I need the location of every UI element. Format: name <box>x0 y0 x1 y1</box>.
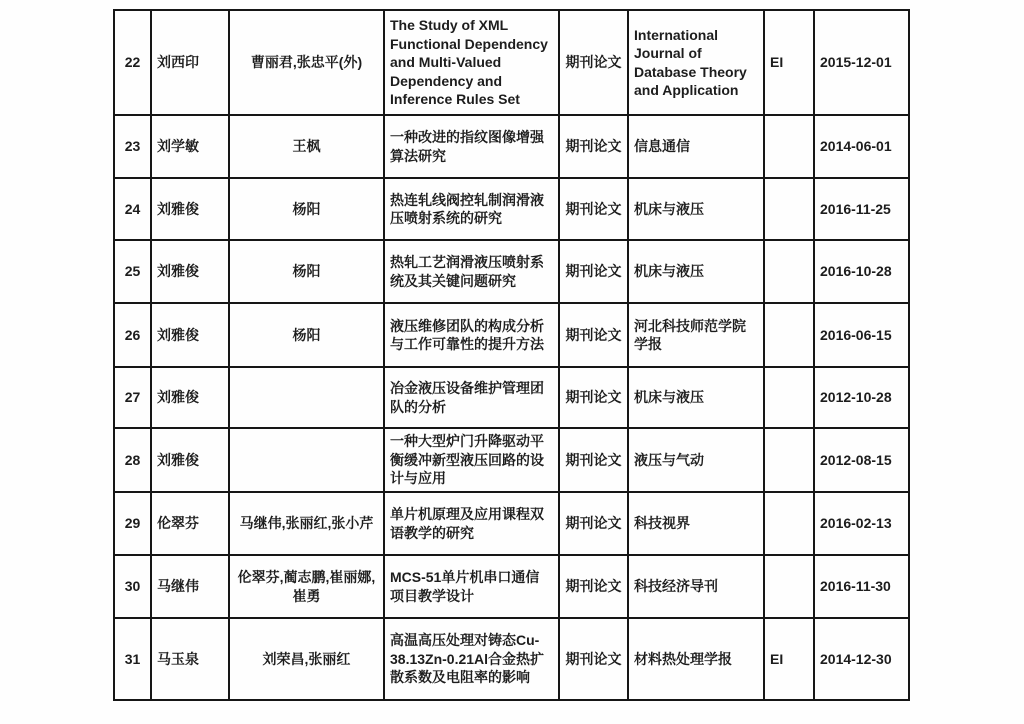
cell-no: 22 <box>114 10 151 115</box>
cell-date: 2016-06-15 <box>814 303 909 367</box>
cell-no: 31 <box>114 618 151 700</box>
cell-date: 2012-10-28 <box>814 367 909 428</box>
cell-author: 伦翠芬 <box>151 492 229 555</box>
cell-date: 2014-06-01 <box>814 115 909 178</box>
cell-coauthors: 杨阳 <box>229 303 384 367</box>
cell-journal: 科技经济导刊 <box>628 555 764 618</box>
table-row <box>114 178 909 240</box>
cell-author: 马玉泉 <box>151 618 229 700</box>
cell-type: 期刊论文 <box>559 240 628 303</box>
cell-title: 冶金液压设备维护管理团队的分析 <box>384 367 559 428</box>
cell-journal: 材料热处理学报 <box>628 618 764 700</box>
cell-ei <box>764 115 814 178</box>
cell-no: 26 <box>114 303 151 367</box>
publications-table <box>113 9 910 701</box>
cell-date: 2014-12-30 <box>814 618 909 700</box>
cell-author: 刘雅俊 <box>151 428 229 492</box>
cell-journal: 河北科技师范学院学报 <box>628 303 764 367</box>
cell-type: 期刊论文 <box>559 492 628 555</box>
cell-date: 2015-12-01 <box>814 10 909 115</box>
cell-ei <box>764 555 814 618</box>
cell-author: 刘雅俊 <box>151 303 229 367</box>
cell-coauthors: 马继伟,张丽红,张小芹 <box>229 492 384 555</box>
cell-author: 马继伟 <box>151 555 229 618</box>
cell-type: 期刊论文 <box>559 10 628 115</box>
cell-type: 期刊论文 <box>559 115 628 178</box>
cell-title: 单片机原理及应用课程双语教学的研究 <box>384 492 559 555</box>
cell-coauthors: 刘荣昌,张丽红 <box>229 618 384 700</box>
cell-no: 23 <box>114 115 151 178</box>
cell-ei: EI <box>764 618 814 700</box>
cell-coauthors: 杨阳 <box>229 178 384 240</box>
cell-coauthors: 杨阳 <box>229 240 384 303</box>
cell-ei <box>764 240 814 303</box>
cell-type: 期刊论文 <box>559 555 628 618</box>
cell-ei: EI <box>764 10 814 115</box>
cell-journal: 机床与液压 <box>628 367 764 428</box>
cell-date: 2016-11-30 <box>814 555 909 618</box>
cell-ei <box>764 178 814 240</box>
cell-journal: 机床与液压 <box>628 240 764 303</box>
cell-ei <box>764 367 814 428</box>
publications-table-body <box>114 10 909 700</box>
cell-no: 29 <box>114 492 151 555</box>
cell-no: 27 <box>114 367 151 428</box>
cell-author: 刘雅俊 <box>151 178 229 240</box>
cell-type: 期刊论文 <box>559 618 628 700</box>
table-row <box>114 10 909 115</box>
cell-date: 2016-10-28 <box>814 240 909 303</box>
cell-title: 热连轧线阀控轧制润滑液压喷射系统的研究 <box>384 178 559 240</box>
cell-coauthors: 王枫 <box>229 115 384 178</box>
cell-journal: 科技视界 <box>628 492 764 555</box>
cell-date: 2016-11-25 <box>814 178 909 240</box>
cell-author: 刘雅俊 <box>151 367 229 428</box>
cell-author: 刘西印 <box>151 10 229 115</box>
table-row <box>114 240 909 303</box>
cell-type: 期刊论文 <box>559 303 628 367</box>
cell-type: 期刊论文 <box>559 428 628 492</box>
cell-title: 热轧工艺润滑液压喷射系统及其关键问题研究 <box>384 240 559 303</box>
cell-no: 28 <box>114 428 151 492</box>
cell-title: The Study of XML Functional Dependency and Multi-Valued Dependency and Inference Rules Set <box>384 10 559 115</box>
cell-no: 24 <box>114 178 151 240</box>
cell-title: 液压维修团队的构成分析与工作可靠性的提升方法 <box>384 303 559 367</box>
table-row <box>114 115 909 178</box>
cell-journal: 信息通信 <box>628 115 764 178</box>
cell-journal: International Journal of Database Theory and Application <box>628 10 764 115</box>
table-row <box>114 367 909 428</box>
cell-coauthors <box>229 367 384 428</box>
cell-no: 25 <box>114 240 151 303</box>
cell-title: 高温高压处理对铸态Cu-38.13Zn-0.21Al合金热扩散系数及电阻率的影响 <box>384 618 559 700</box>
cell-ei <box>764 428 814 492</box>
cell-coauthors: 曹丽君,张忠平(外) <box>229 10 384 115</box>
table-row <box>114 555 909 618</box>
cell-title: 一种大型炉门升降驱动平衡缓冲新型液压回路的设计与应用 <box>384 428 559 492</box>
cell-coauthors <box>229 428 384 492</box>
cell-ei <box>764 303 814 367</box>
cell-date: 2012-08-15 <box>814 428 909 492</box>
cell-author: 刘学敏 <box>151 115 229 178</box>
cell-title: 一种改进的指纹图像增强算法研究 <box>384 115 559 178</box>
cell-date: 2016-02-13 <box>814 492 909 555</box>
cell-ei <box>764 492 814 555</box>
cell-author: 刘雅俊 <box>151 240 229 303</box>
cell-type: 期刊论文 <box>559 178 628 240</box>
cell-coauthors: 伦翠芬,蔺志鹏,崔丽娜,崔勇 <box>229 555 384 618</box>
table-row <box>114 303 909 367</box>
cell-journal: 液压与气动 <box>628 428 764 492</box>
cell-journal: 机床与液压 <box>628 178 764 240</box>
table-row <box>114 428 909 492</box>
table-row <box>114 618 909 700</box>
cell-type: 期刊论文 <box>559 367 628 428</box>
cell-title: MCS-51单片机串口通信项目教学设计 <box>384 555 559 618</box>
table-row <box>114 492 909 555</box>
cell-no: 30 <box>114 555 151 618</box>
